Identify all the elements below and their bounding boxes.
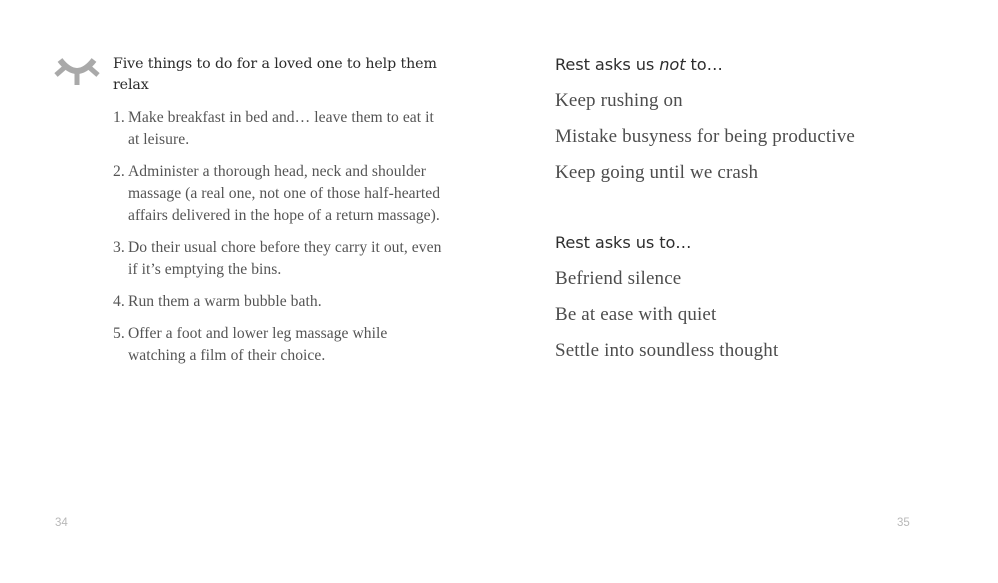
page-number-right: 35 xyxy=(897,517,910,529)
list-item xyxy=(113,237,448,281)
list-item-text: Offer a foot and lower leg massage while watching a film of their choice. xyxy=(128,325,388,364)
section-title: Five things to do for a loved one to help them relax xyxy=(113,56,437,93)
heading-text: Rest asks us xyxy=(555,55,660,74)
list-item-text: Make breakfast in bed and… leave them to eat it at leisure. xyxy=(128,109,434,148)
rest-asks-block xyxy=(555,230,975,374)
rest-line: Keep going until we crash xyxy=(555,162,759,183)
list-item-text: Run them a warm bubble bath. xyxy=(128,293,322,310)
list-item-number: 2. xyxy=(113,163,125,180)
list-item xyxy=(113,291,448,313)
list-item-text: Administer a thorough head, neck and shoulder massage (a real one, not one of those half-hearted affairs delivered in the hope of a return massage). xyxy=(128,163,441,224)
closed-eye-icon xyxy=(54,56,100,86)
rest-line: Settle into soundless thought xyxy=(555,340,779,361)
rest-line: Mistake busyness for being productive xyxy=(555,126,855,147)
rest-asks-not-block xyxy=(555,52,975,196)
rest-line: Be at ease with quiet xyxy=(555,304,717,325)
list-item-number: 3. xyxy=(113,239,125,256)
heading-text: to… xyxy=(685,55,723,74)
list-item-number: 1. xyxy=(113,109,125,126)
list-item-number: 4. xyxy=(113,293,125,310)
page-number-left: 34 xyxy=(55,517,68,529)
rest-asks-not-heading xyxy=(555,52,975,78)
heading-emphasis: not xyxy=(659,55,686,74)
rest-line: Keep rushing on xyxy=(555,90,683,111)
list-item-number: 5. xyxy=(113,325,125,342)
tips-list xyxy=(113,107,448,377)
list-item xyxy=(113,107,448,151)
list-item-text: Do their usual chore before they carry it out, even if it’s emptying the bins. xyxy=(128,239,442,278)
rest-line: Befriend silence xyxy=(555,268,682,289)
list-item xyxy=(113,323,448,367)
list-item xyxy=(113,161,448,227)
rest-asks-heading: Rest asks us to… xyxy=(555,233,692,252)
right-page xyxy=(499,0,998,583)
